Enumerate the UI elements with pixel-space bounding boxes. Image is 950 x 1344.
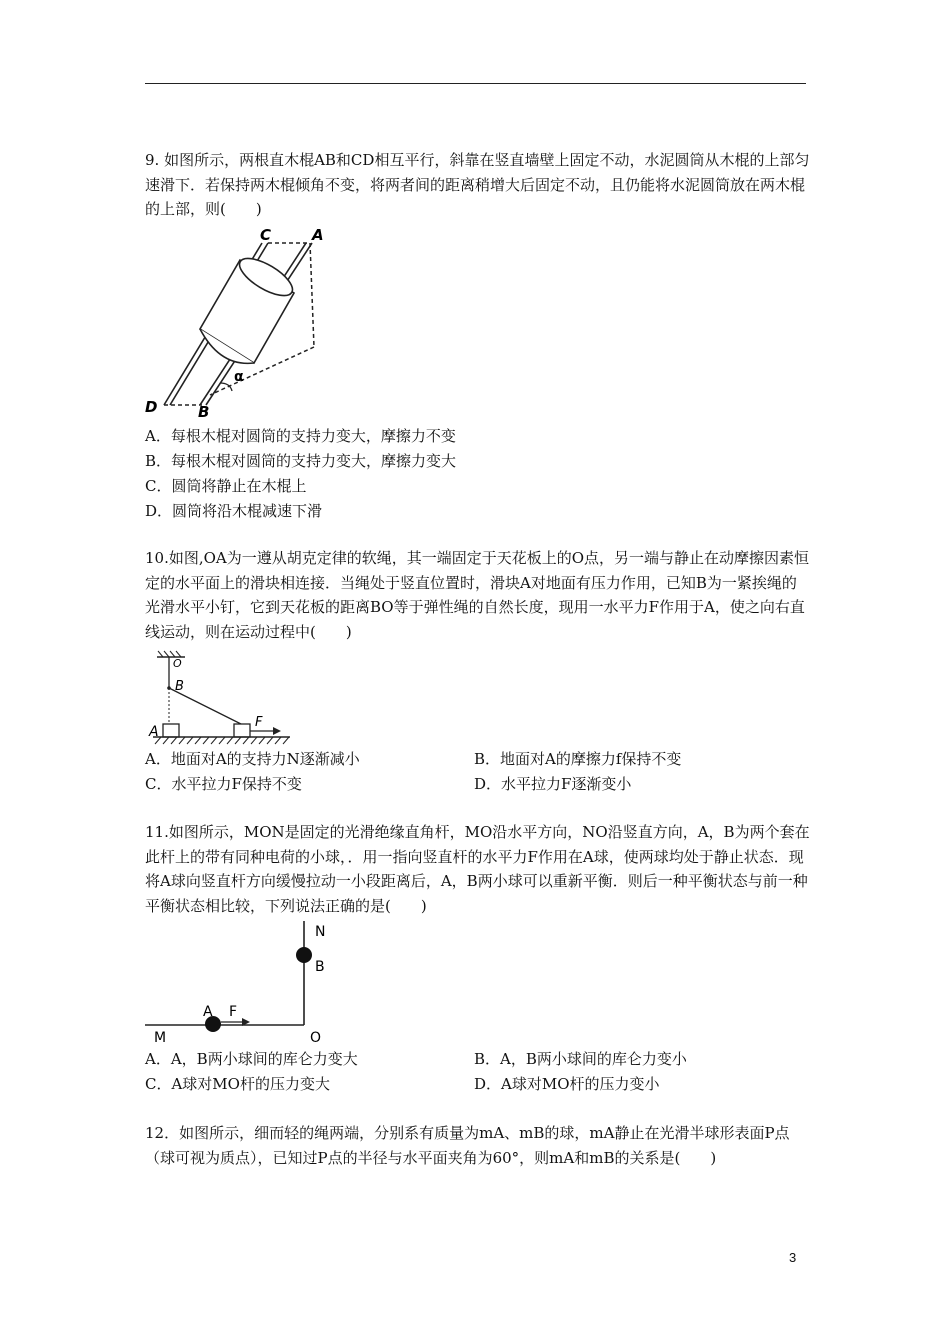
question-12-text: 12．如图所示，细而轻的绳两端，分别系有质量为mA、mB的球，mA静止在光滑半球形表面P点（球可视为质点），已知过P点的半径与水平面夹角为60°，则mA和mB的关系是( ) xyxy=(145,1124,790,1167)
label-O: O xyxy=(310,1030,322,1046)
label-B: B xyxy=(175,679,184,694)
question-9-figure xyxy=(140,225,330,420)
label-D: D xyxy=(145,398,158,416)
label-O: O xyxy=(173,657,182,670)
question-10-figure xyxy=(145,650,295,745)
q10-option-c: C．水平拉力F保持不变 xyxy=(145,775,302,793)
q11-option-d: D．A球对MO杆的压力变小 xyxy=(474,1075,660,1093)
q9-option-a: A．每根木棍对圆筒的支持力变大，摩擦力不变 xyxy=(145,427,456,445)
label-A: A xyxy=(203,1004,213,1020)
label-A: A xyxy=(312,226,324,244)
q9-option-b: B．每根木棍对圆筒的支持力变大，摩擦力变大 xyxy=(145,452,457,470)
label-C: C xyxy=(260,226,272,244)
q11-option-a: A．A，B两小球间的库仑力变大 xyxy=(145,1050,358,1068)
q9-option-d: D．圆筒将沿木棍减速下滑 xyxy=(145,502,323,520)
page-number: 3 xyxy=(789,1250,797,1265)
q10-option-a: A．地面对A的支持力N逐渐减小 xyxy=(145,750,360,768)
label-F: F xyxy=(255,715,263,730)
label-N: N xyxy=(315,924,326,940)
question-11-figure xyxy=(140,918,340,1046)
q10-option-b: B．地面对A的摩擦力f保持不变 xyxy=(474,750,682,768)
label-B: B xyxy=(198,403,210,421)
label-A: A xyxy=(149,724,159,740)
label-M: M xyxy=(154,1030,167,1046)
question-10-text: 10.如图,OA为一遵从胡克定律的软绳，其一端固定于天花板上的O点，另一端与静止在动摩擦因素恒定的水平面上的滑块相连接．当绳处于竖直位置时，滑块A对地面有压力作用，已知B为一紧挨绳的光滑水平小钉，它到天花板的距离BO等于弹性绳的自然长度，现用一水平力F作用于A，使之向右直线运动，则在运动过程中( ) xyxy=(145,549,810,641)
q10-option-d: D．水平拉力F逐渐变小 xyxy=(474,775,632,793)
q9-option-c: C．圆筒将静止在木棍上 xyxy=(145,477,307,495)
header-rule xyxy=(145,83,806,84)
q11-option-b: B．A，B两小球间的库仑力变小 xyxy=(474,1050,687,1068)
label-B: B xyxy=(315,959,325,975)
label-F: F xyxy=(229,1004,238,1020)
question-11-text: 11.如图所示，MON是固定的光滑绝缘直角杆，MO沿水平方向，NO沿竖直方向，A，B为两个套在此杆上的带有同种电荷的小球，．用一指向竖直杆的水平力F作用在A球，使两球均处于静止状态．现将A球向竖直杆方向缓慢拉动一小段距离后，A，B两小球可以重新平衡．则后一种平衡状态与前一种平衡状态相比较，下列说法正确的是( ) xyxy=(145,823,810,915)
question-9-text: 9. 如图所示，两根直木棍AB和CD相互平行，斜靠在竖直墙壁上固定不动，水泥圆筒从木棍的上部匀速滑下．若保持两木棍倾角不变，将两者间的距离稍增大后固定不动，且仍能将水泥圆筒放在两木棍的上部，则( ) xyxy=(145,151,810,218)
q11-option-c: C．A球对MO杆的压力变大 xyxy=(145,1075,330,1093)
label-alpha: α xyxy=(234,369,244,385)
